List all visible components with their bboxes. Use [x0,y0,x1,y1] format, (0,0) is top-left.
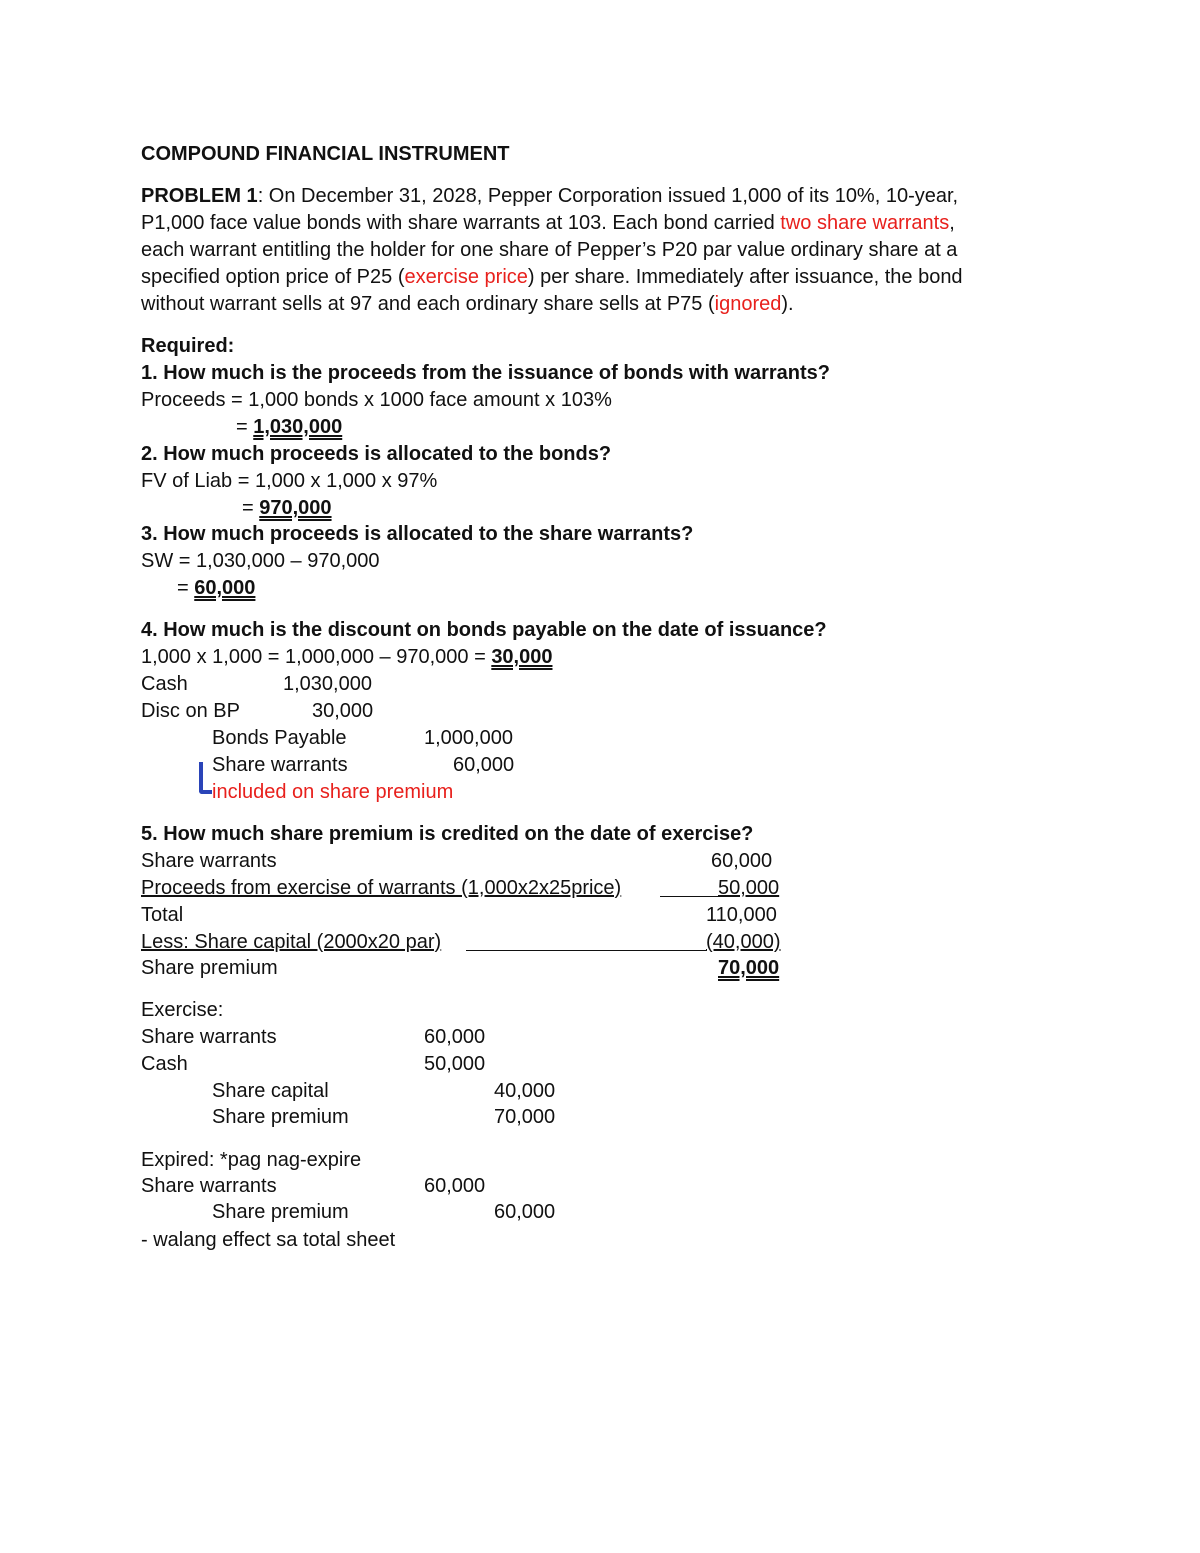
entry-amount: 1,030,000 [283,673,372,695]
problem-text-2b: , [949,212,955,234]
problem-text-4a: specified option price of P25 ( [141,266,405,288]
q4-calculation [141,645,552,669]
q2-equals: = [242,497,260,519]
entry-amount: 70,000 [494,1106,556,1128]
entry-account: Disc on BP [141,700,240,722]
problem-line-1 [141,184,958,208]
expired-note: - walang effect sa total sheet [141,1229,396,1251]
entry-amount: 40,000 [494,1080,556,1102]
bracket-annotation-icon [199,762,212,794]
q1-calculation: Proceeds = 1,000 bonds x 1000 face amount x 103% [141,389,612,411]
problem-line-4 [141,265,963,289]
question-1: 1. How much is the proceeds from the issuance of bonds with warrants? [141,362,831,384]
q2-calculation: FV of Liab = 1,000 x 1,000 x 97% [141,470,438,492]
q4-answer: 30,000 [491,646,553,668]
problem-line-2 [141,211,955,235]
required-heading: Required: [141,335,235,357]
q3-equals: = [177,577,195,599]
schedule-amount: 110,000 [706,904,777,926]
entry-account: Cash [141,673,188,695]
underline-rule [466,950,706,951]
schedule-amount: (40,000) [706,931,781,953]
problem-text-4b: ) per share. Immediately after issuance, the bond [527,266,963,288]
entry-amount: 60,000 [424,1175,486,1197]
entry-amount: 50,000 [424,1053,486,1075]
entry-account: Share warrants [212,754,348,776]
q3-answer-line [177,576,255,600]
q1-answer: 1,030,000 [253,416,343,438]
schedule-label: Share premium [141,957,278,979]
problem-text-2a: P1,000 face value bonds with share warrants at 103. Each bond carried [141,212,781,234]
schedule-label: Share warrants [141,850,277,872]
expired-heading: Expired: *pag nag-expire [141,1149,362,1171]
entry-account: Bonds Payable [212,727,347,749]
entry-account: Share capital [212,1080,329,1102]
q4-calc-text: 1,000 x 1,000 = 1,000,000 – 970,000 = [141,646,492,668]
entry-amount: 60,000 [453,754,515,776]
q1-answer-line [236,415,342,439]
highlight-exercise-price: exercise price [404,266,528,288]
problem-text-5a: without warrant sells at 97 and each ordinary share sells at P75 ( [141,293,715,315]
problem-label: PROBLEM 1 [141,185,258,207]
question-5: 5. How much share premium is credited on the date of exercise? [141,823,754,845]
q3-answer: 60,000 [194,577,256,599]
q3-calculation: SW = 1,030,000 – 970,000 [141,550,380,572]
problem-text-1: : On December 31, 2028, Pepper Corporation issued 1,000 of its 10%, 10-year, [257,185,959,207]
schedule-amount: 60,000 [711,850,773,872]
schedule-label: Less: Share capital (2000x20 par) [141,931,442,953]
schedule-amount: 50,000 [718,877,780,899]
entry-account: Share premium [212,1201,349,1223]
schedule-total: 70,000 [718,957,780,979]
q1-equals: = [236,416,254,438]
entry-amount: 30,000 [312,700,374,722]
entry-account: Share premium [212,1106,349,1128]
highlight-two-share-warrants: two share warrants [780,212,950,234]
entry-amount: 1,000,000 [424,727,513,749]
document-title: COMPOUND FINANCIAL INSTRUMENT [141,143,510,165]
exercise-heading: Exercise: [141,999,224,1021]
entry-account: Share warrants [141,1026,277,1048]
problem-line-3: each warrant entitling the holder for one share of Pepper’s P20 par value ordinary share at a [141,239,958,261]
entry-account: Cash [141,1053,188,1075]
entry-amount: 60,000 [424,1026,486,1048]
schedule-label: Proceeds from exercise of warrants (1,000x2x25price) [141,877,622,899]
question-4: 4. How much is the discount on bonds payable on the date of issuance? [141,619,827,641]
question-3: 3. How much proceeds is allocated to the share warrants? [141,523,694,545]
entry-amount: 60,000 [494,1201,556,1223]
problem-line-5 [141,292,794,316]
highlight-ignored: ignored [714,293,782,315]
share-warrants-note: included on share premium [212,781,454,803]
underline-rule [660,896,718,897]
q2-answer-line [242,496,332,520]
schedule-label: Total [141,904,184,926]
question-2: 2. How much proceeds is allocated to the bonds? [141,443,612,465]
problem-text-5b: ). [781,293,794,315]
q2-answer: 970,000 [259,497,332,519]
entry-account: Share warrants [141,1175,277,1197]
